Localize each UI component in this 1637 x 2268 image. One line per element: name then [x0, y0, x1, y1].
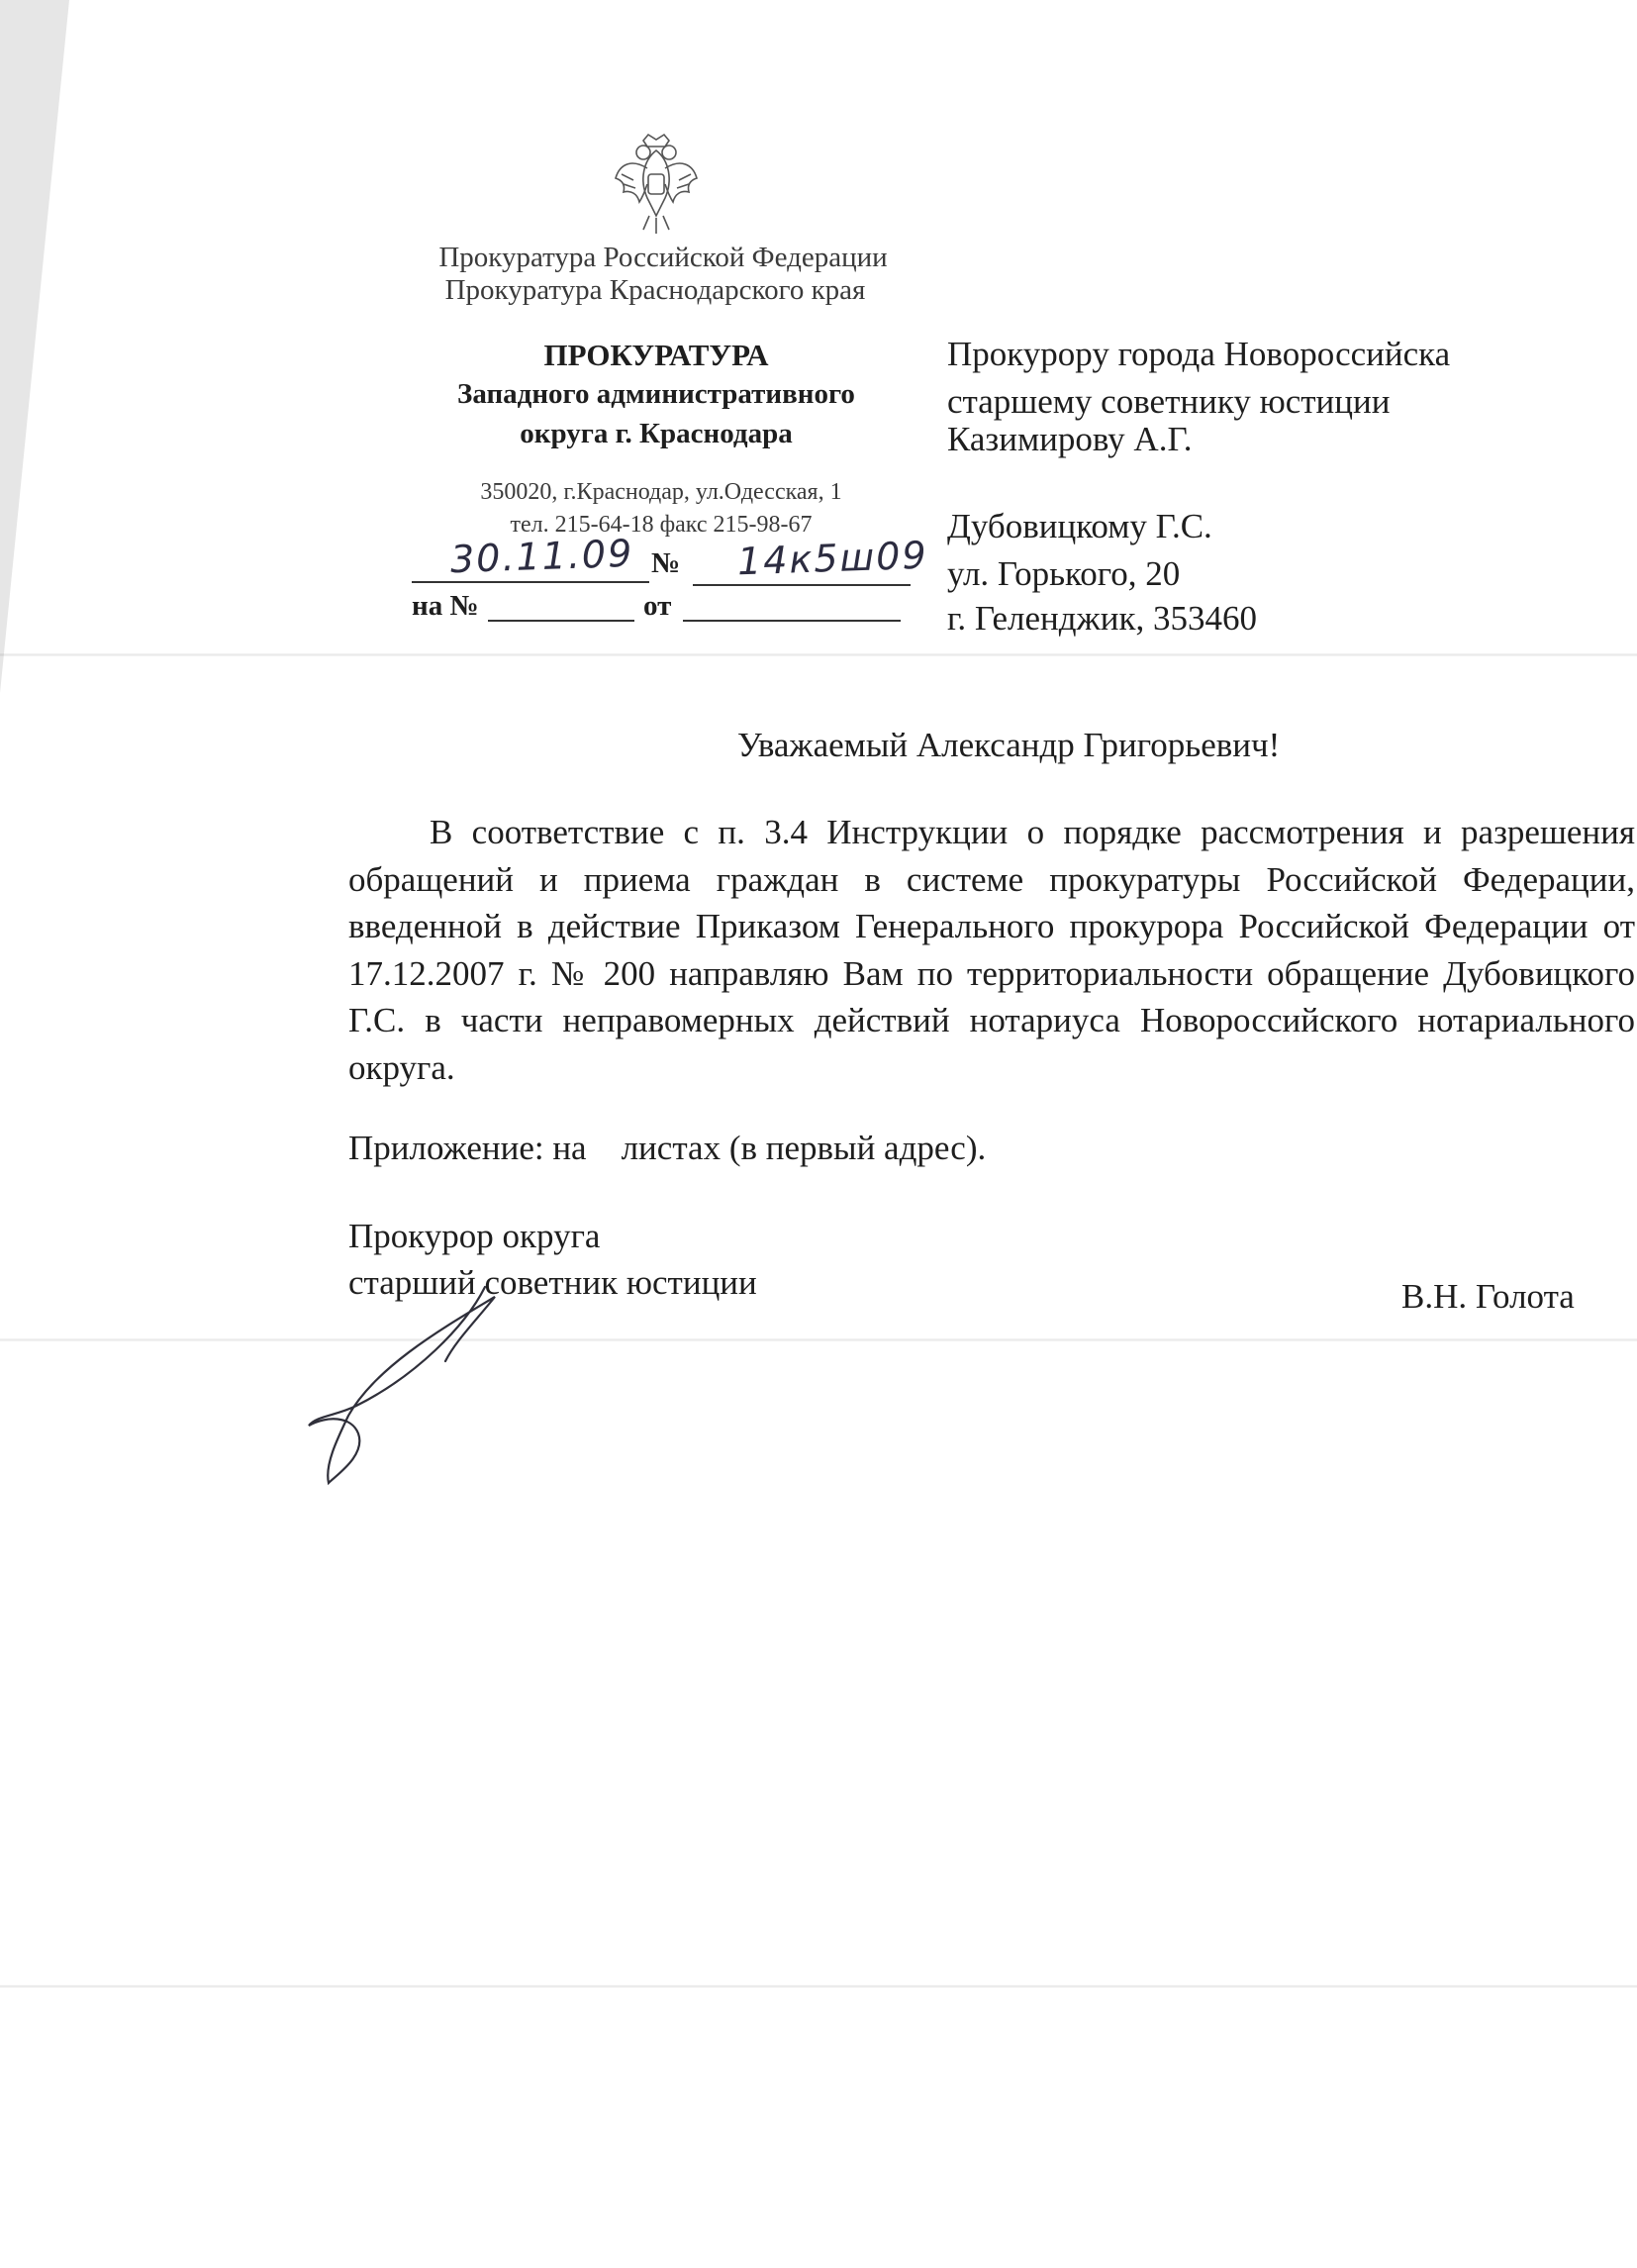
recipient-line: г. Геленджик, 353460	[947, 599, 1257, 638]
number-label: №	[651, 547, 681, 579]
scan-shadow	[0, 0, 69, 693]
recipient-line: ул. Горького, 20	[947, 554, 1181, 593]
signer-title: Прокурор округа	[348, 1217, 601, 1255]
number-underline	[693, 584, 911, 586]
russian-coat-of-arms-icon	[614, 131, 699, 238]
fold-line	[0, 1985, 1637, 1988]
header-line-2: Прокуратура Краснодарского края	[444, 274, 866, 306]
reply-from-underline	[683, 620, 901, 622]
reply-from-label: от	[643, 590, 672, 622]
header-line-1: Прокуратура Российской Федерации	[438, 242, 888, 273]
reply-number-label: на №	[412, 590, 479, 622]
attachment-note: Приложение: на листах (в первый адрес).	[348, 1129, 987, 1167]
org-line-2: Западного административного	[457, 378, 855, 410]
signer-name: В.Н. Голота	[1401, 1277, 1575, 1316]
salutation: Уважаемый Александр Григорьевич!	[737, 726, 1281, 764]
fold-line	[0, 653, 1637, 656]
letter-body: В соответствие с п. 3.4 Инструкции о порядке рассмотрения и разрешения обращений и приема граждан в системе прокуратуры Российской Федерации, введенной в действие Приказом Генерального прокурора Российской Федерации от 17.12.2007 г. № 200 направляю Вам по территориальности обращение Дубовицкого Г.С. в части неправомерных действий нотариуса Новороссийского нотариального округа.	[348, 813, 1635, 1087]
org-address: 350020, г.Краснодар, ул.Одесская, 1	[480, 479, 842, 505]
fold-line	[0, 1338, 1637, 1341]
handwritten-signature	[297, 1267, 554, 1495]
recipient-line: Дубовицкому Г.С.	[947, 507, 1212, 545]
handwritten-number: 14к5ш09	[736, 533, 929, 584]
org-line-3: округа г. Краснодара	[520, 418, 793, 449]
signer-rank: старший советник юстиции	[348, 1263, 757, 1302]
recipient-line: старшему советнику юстиции	[947, 382, 1391, 421]
org-phone: тел. 215-64-18 факс 215-98-67	[510, 512, 813, 538]
recipient-line: Прокурору города Новороссийска	[947, 335, 1451, 373]
date-underline	[412, 581, 649, 583]
handwritten-date: 30.11.09	[449, 531, 634, 582]
org-title: ПРОКУРАТУРА	[543, 338, 769, 372]
recipient-line: Казимирову А.Г.	[947, 420, 1193, 458]
reply-number-underline	[488, 620, 634, 622]
